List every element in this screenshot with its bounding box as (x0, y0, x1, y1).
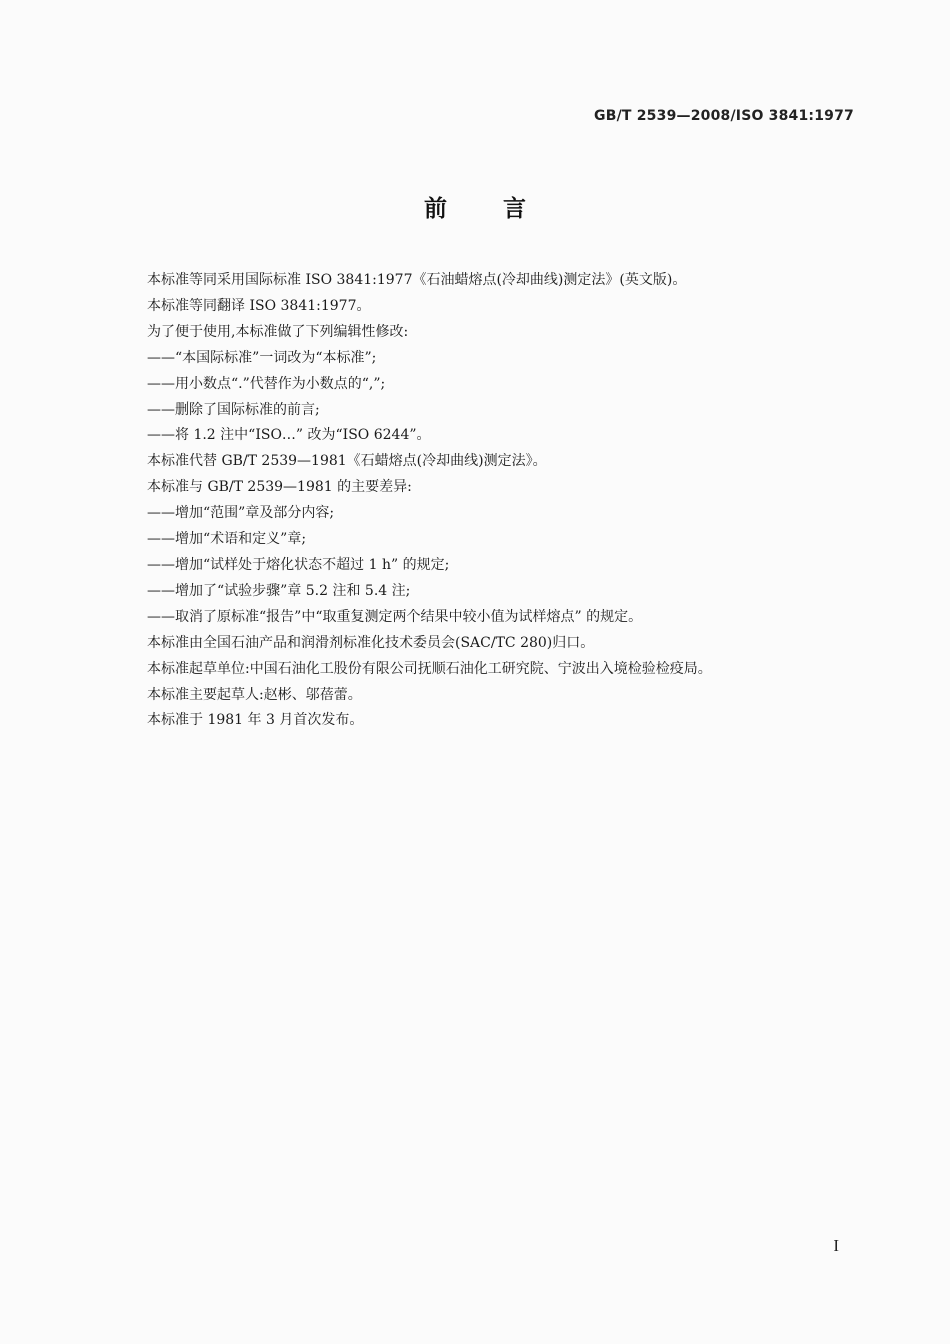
list-item: ——增加“术语和定义”章; (147, 531, 307, 548)
list-item: ——取消了原标准“报告”中“取重复测定两个结果中较小值为试样熔点” 的规定。 (147, 608, 643, 625)
list-item: ——增加了“试验步骤”章 5.2 注和 5.4 注; (147, 582, 411, 599)
standard-code: GB/T 2539—2008/ISO 3841:1977 (594, 108, 854, 124)
list-item: ——“本国际标准”一词改为“本标准”; (147, 349, 377, 366)
paragraph: 本标准与 GB/T 2539—1981 的主要差异: (147, 479, 412, 496)
paragraph: 本标准代替 GB/T 2539—1981《石蜡熔点(冷却曲线)测定法》。 (147, 453, 547, 470)
foreword-body (147, 268, 847, 734)
paragraph: 本标准主要起草人:赵彬、邬蓓蕾。 (147, 686, 362, 703)
list-item: ——增加“范围”章及部分内容; (147, 505, 335, 522)
paragraph: 为了便于使用,本标准做了下列编辑性修改: (147, 323, 409, 340)
paragraph: 本标准由全国石油产品和润滑剂标准化技术委员会(SAC/TC 280)归口。 (147, 634, 595, 651)
paragraph: 本标准等同采用国际标准 ISO 3841:1977《石油蜡熔点(冷却曲线)测定法》(英文版)。 (147, 272, 687, 288)
paragraph: 本标准等同翻译 ISO 3841:1977。 (147, 297, 371, 314)
list-item: ——增加“试样处于熔化状态不超过 1 h” 的规定; (147, 556, 450, 573)
paragraph: 本标准起草单位:中国石油化工股份有限公司抚顺石油化工研究院、宁波出入境检验检疫局。 (147, 660, 712, 677)
page-number: I (833, 1236, 839, 1255)
list-item: ——将 1.2 注中“ISO…” 改为“ISO 6244”。 (147, 427, 431, 444)
list-item: ——用小数点“.”代替作为小数点的“,”; (147, 375, 386, 392)
page-title: 前言 (424, 196, 582, 222)
paragraph: 本标准于 1981 年 3 月首次发布。 (147, 712, 364, 729)
list-item: ——删除了国际标准的前言; (147, 401, 320, 418)
